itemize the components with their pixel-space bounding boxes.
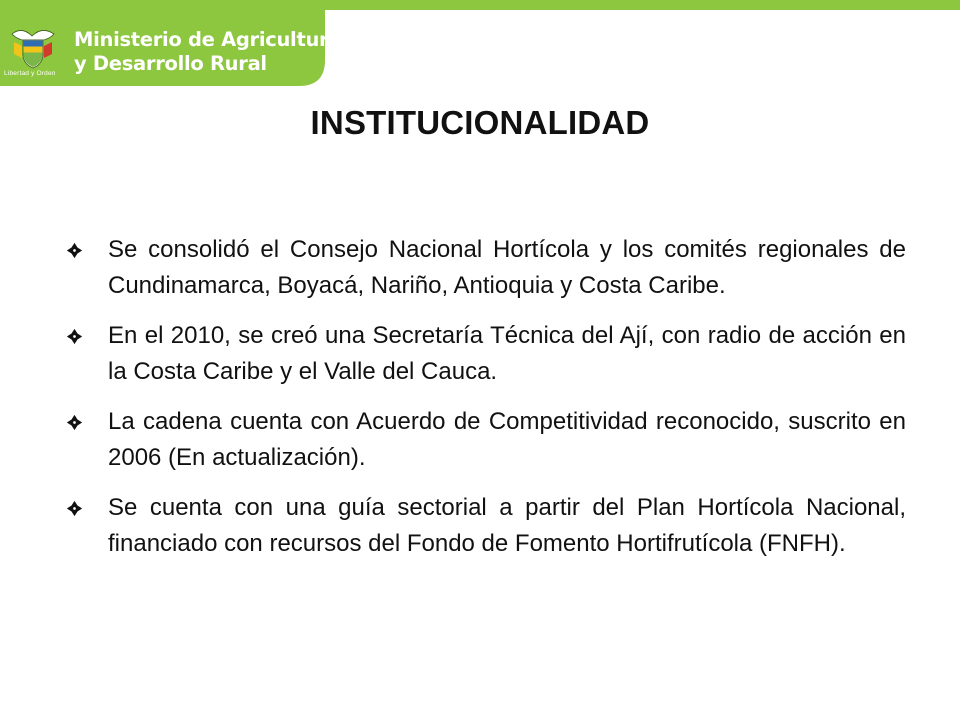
bullet-text: En el 2010, se creó una Secretaría Técnica del Ají, con radio de acción en la Costa Caribe y el Valle del Cauca. bbox=[108, 322, 906, 385]
bullet-text: La cadena cuenta con Acuerdo de Competitividad reconocido, suscrito en 2006 (En actualización). bbox=[108, 408, 906, 471]
header-band bbox=[0, 0, 960, 86]
four-petal-diamond-bullet-icon bbox=[66, 414, 83, 431]
list-item bbox=[64, 318, 906, 390]
bullet-text: Se consolidó el Consejo Nacional Hortícola y los comités regionales de Cundinamarca, Boyacá, Nariño, Antioquia y Costa Caribe. bbox=[108, 236, 906, 299]
colombia-coat-of-arms-icon bbox=[8, 24, 58, 72]
list-item bbox=[64, 490, 906, 562]
bullet-text: Se cuenta con una guía sectorial a partir del Plan Hortícola Nacional, financiado con recursos del Fondo de Fomento Hortifrutícola (FNFH). bbox=[108, 494, 906, 557]
four-petal-diamond-bullet-icon bbox=[66, 500, 83, 517]
four-petal-diamond-bullet-icon bbox=[66, 328, 83, 345]
list-item bbox=[64, 232, 906, 304]
bullet-list bbox=[64, 232, 906, 576]
ministry-name bbox=[74, 28, 341, 76]
ministry-name-line1: Ministerio de Agricultura bbox=[74, 28, 342, 51]
list-item bbox=[64, 404, 906, 476]
page-title: INSTITUCIONALIDAD bbox=[310, 104, 650, 141]
four-petal-diamond-bullet-icon bbox=[66, 242, 83, 259]
ministry-name-line2: y Desarrollo Rural bbox=[74, 52, 267, 75]
motto-text: Libertad y Orden bbox=[4, 70, 56, 77]
